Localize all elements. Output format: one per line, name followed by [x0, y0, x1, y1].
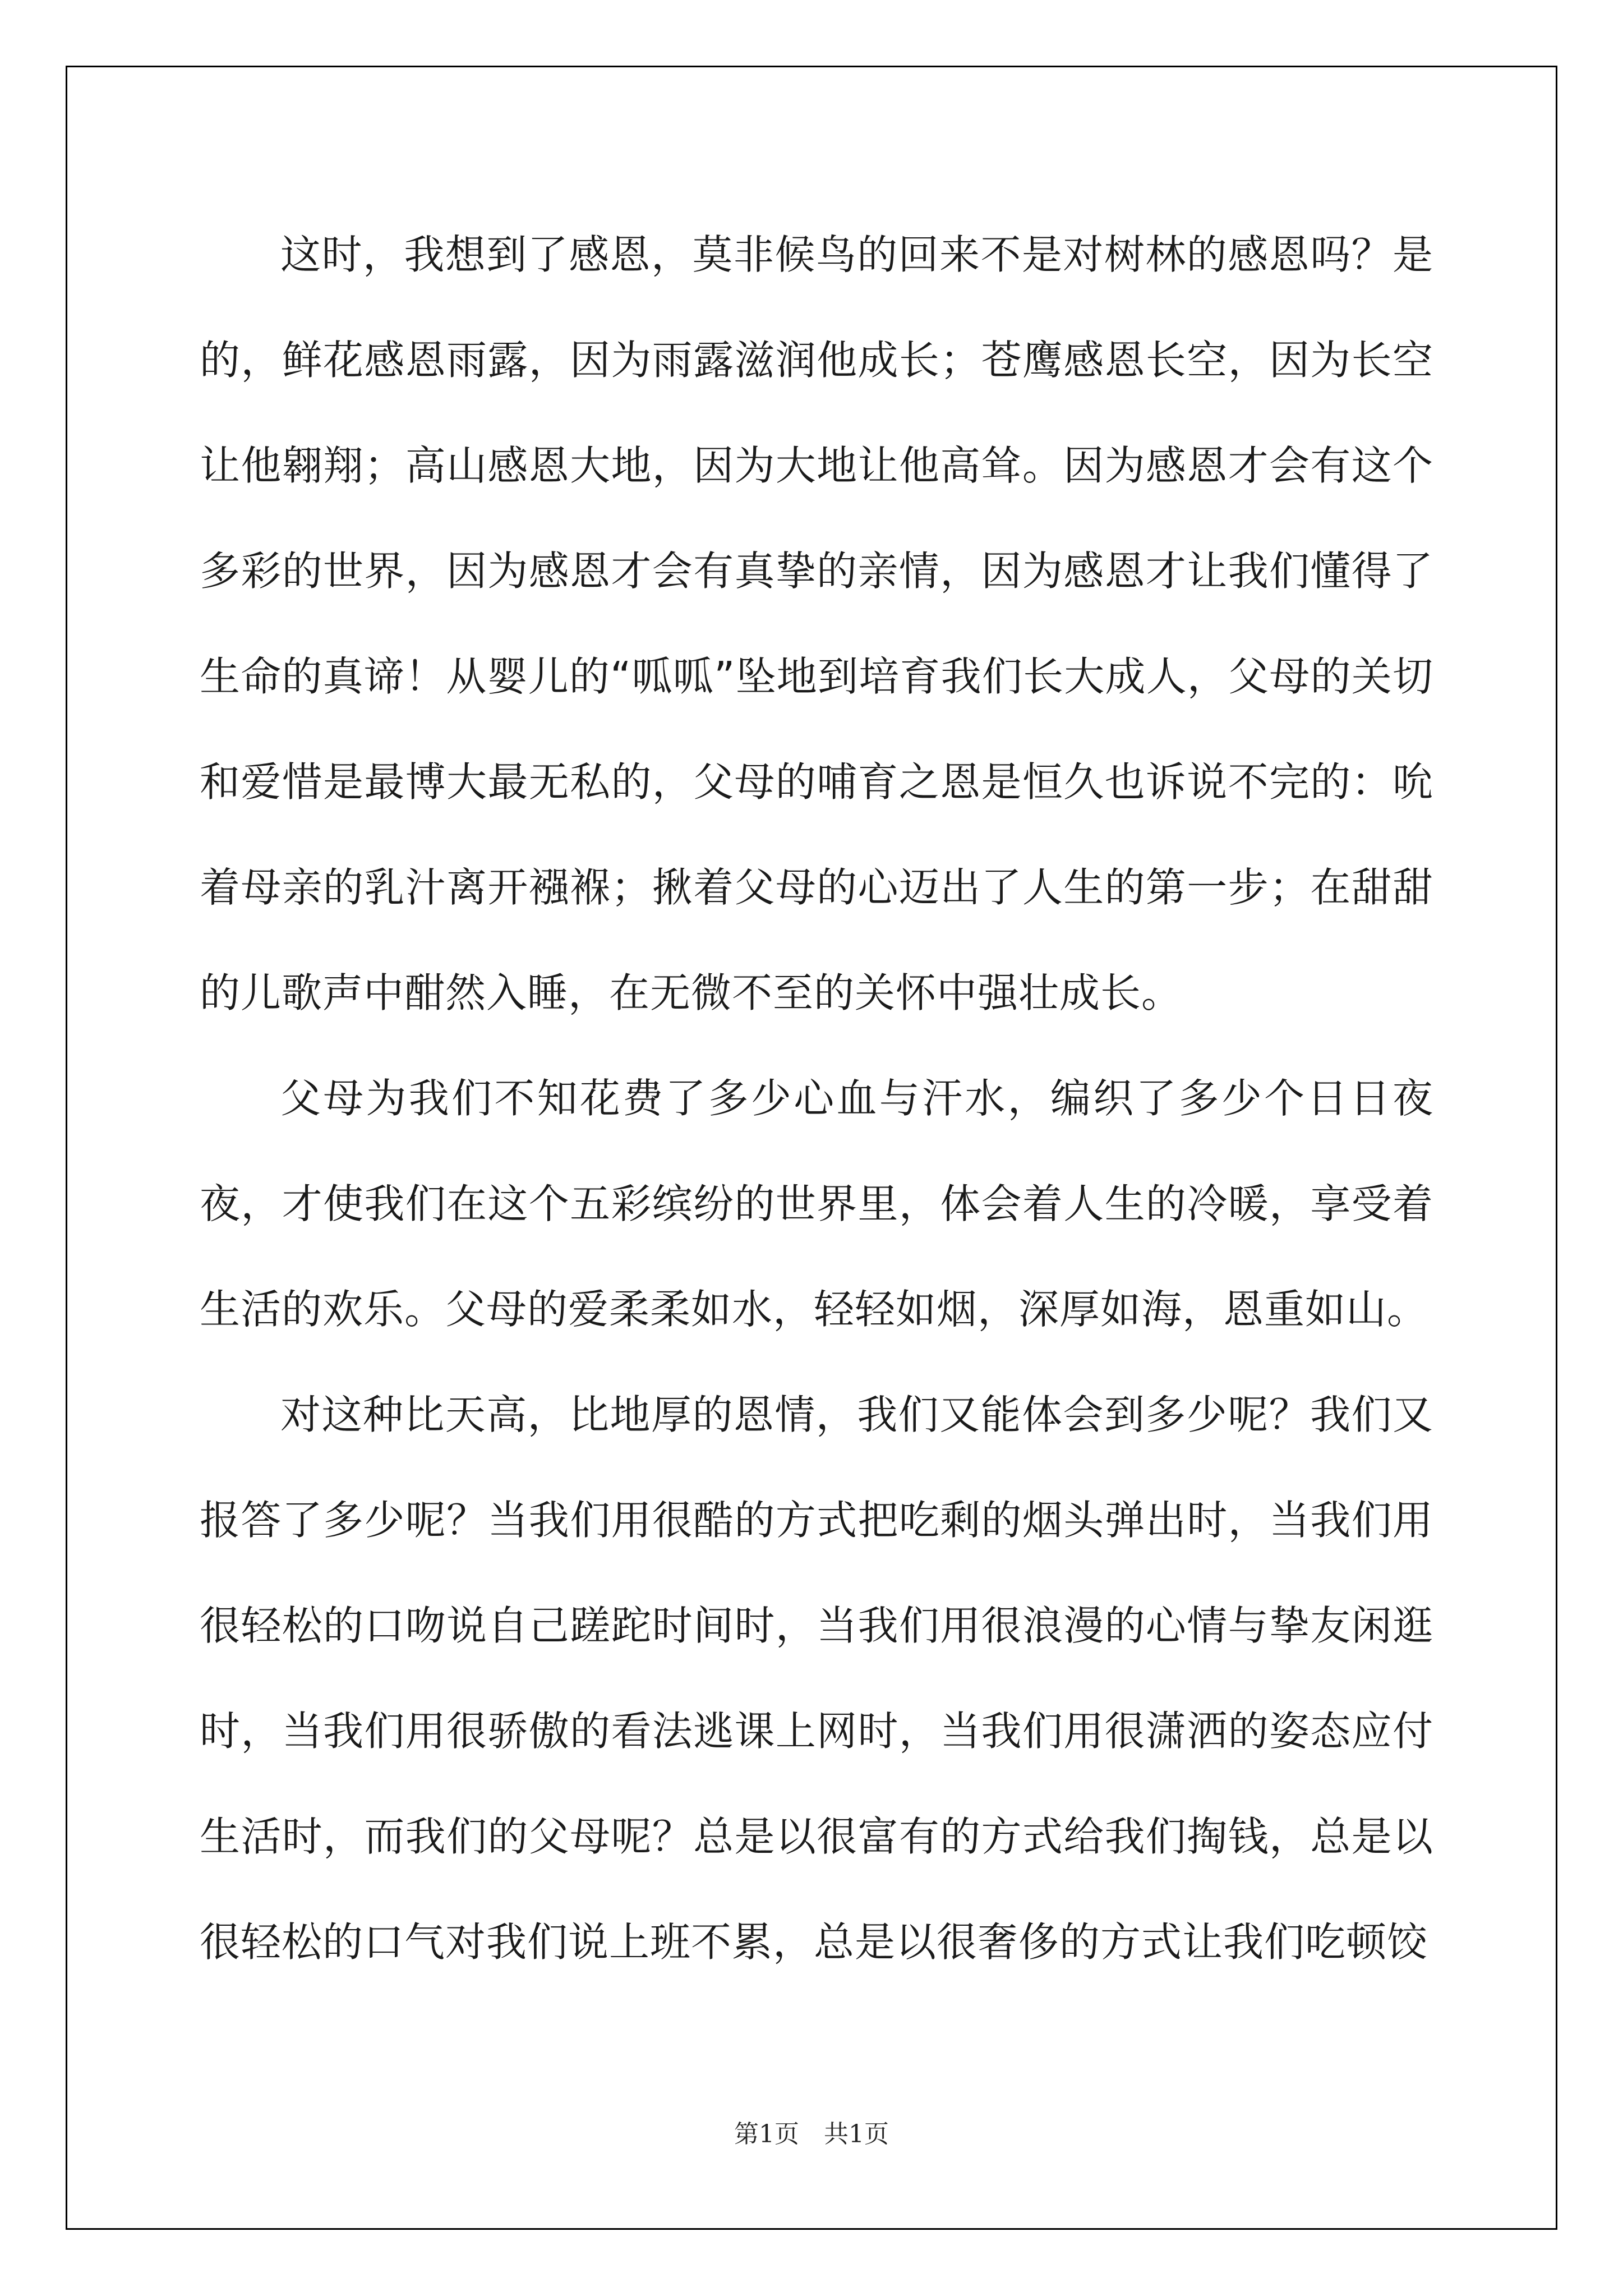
paragraph-1: 这时，我想到了感恩，莫非候鸟的回来不是对树林的感恩吗？是的，鲜花感恩雨露，因为雨露滋润他成长；苍鹰感恩长空，因为长空让他翱翔；高山感恩大地，因为大地让他高耸。因为感恩才会有这个多彩的世界，因为感恩才会有真挚的亲情，因为感恩才让我们懂得了生命的真谛！从婴儿的“呱呱”坠地到培育我们长大成人，父母的关切和爱惜是最博大最无私的，父母的哺育之恩是恒久也诉说不完的：吮着母亲的乳汁离开襁褓；揪着父母的心迈出了人生的第一步；在甜甜的儿歌声中酣然入睡，在无微不至的关怀中强壮成长。 [200, 231, 1433, 1016]
document-body [200, 202, 1433, 1995]
page-total: 共1页 [824, 2120, 889, 2148]
paragraph-2: 父母为我们不知花费了多少心血与汗水，编织了多少个日日夜夜，才使我们在这个五彩缤纷的世界里，体会着人生的冷暖，享受着生活的欢乐。父母的爱柔柔如水，轻轻如烟，深厚如海，恩重如山。 [200, 1075, 1433, 1333]
page-footer [0, 2114, 1623, 2150]
paragraph-3: 对这种比天高，比地厚的恩情，我们又能体会到多少呢？我们又报答了多少呢？当我们用很酷的方式把吃剩的烟头弹出时，当我们用很轻松的口吻说自己蹉跎时间时，当我们用很浪漫的心情与挚友闲逛时，当我们用很骄傲的看法逃课上网时，当我们用很潇洒的姿态应付生活时，而我们的父母呢？总是以很富有的方式给我们掏钱，总是以很轻松的口气对我们说上班不累，总是以很奢侈的方式让我们吃顿饺 [200, 1391, 1433, 1966]
page-number: 第1页 [734, 2120, 799, 2148]
